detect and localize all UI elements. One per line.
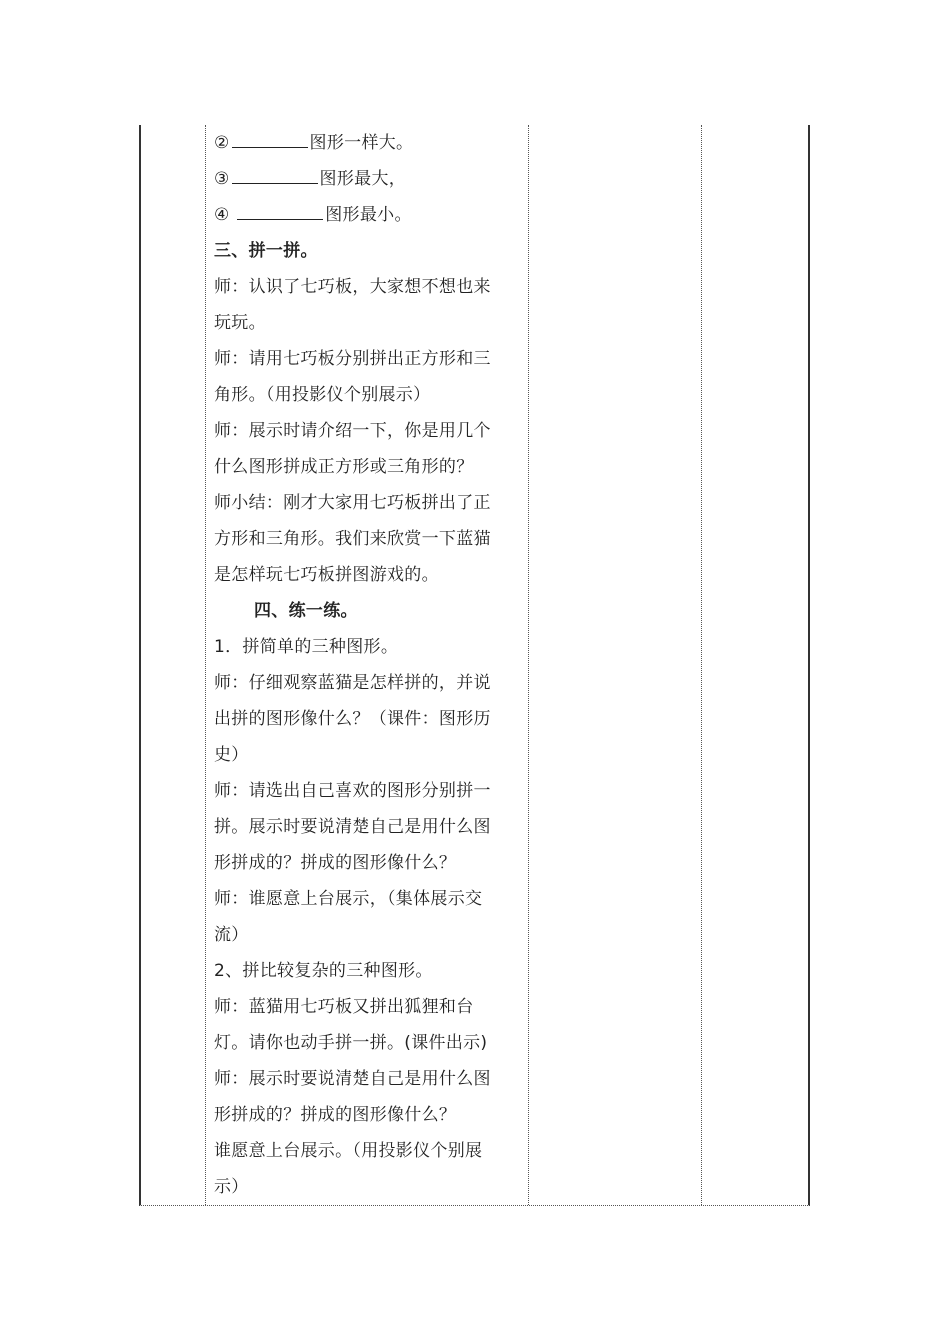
text-line: 灯。请你也动手拼一拼。(课件出示) xyxy=(214,1033,488,1053)
fill-in-suffix: 图形一样大。 xyxy=(309,133,414,153)
column-divider-2 xyxy=(528,125,529,1205)
text-line: 谁愿意上台展示。（用投影仪个别展 xyxy=(214,1141,483,1161)
text-line: 形拼成的？拼成的图形像什么？ xyxy=(214,1105,457,1125)
text-line: 师：请用七巧板分别拼出正方形和三 xyxy=(214,349,491,369)
text-line: 流） xyxy=(214,925,249,945)
text-line: 方形和三角形。我们来欣赏一下蓝猫 xyxy=(214,529,491,549)
text-line: 1．拼简单的三种图形。 xyxy=(214,637,399,657)
fill-in-line xyxy=(214,125,524,161)
fill-in-prefix: ② xyxy=(214,133,230,153)
fill-in-line xyxy=(214,197,524,233)
text-line: 师小结：刚才大家用七巧板拼出了正 xyxy=(214,493,491,513)
text-line: 师：蓝猫用七巧板又拼出狐狸和台 xyxy=(214,997,474,1017)
fill-in-suffix: 图形最大， xyxy=(319,169,407,189)
text-line: 史） xyxy=(214,745,249,765)
text-line: 角形。（用投影仪个别展示） xyxy=(214,385,431,405)
fill-in-line xyxy=(214,161,524,197)
text-line: 2、拼比较复杂的三种图形。 xyxy=(214,961,433,981)
column-divider-1 xyxy=(205,125,206,1205)
blank-underline xyxy=(232,165,318,184)
text-line: 什么图形拼成正方形或三角形的？ xyxy=(214,457,474,477)
fill-in-prefix: ③ xyxy=(214,169,230,189)
text-line: 师：谁愿意上台展示，（集体展示交 xyxy=(214,889,483,909)
text-line: 师：展示时要说清楚自己是用什么图 xyxy=(214,1069,491,1089)
text-line: 形拼成的？拼成的图形像什么？ xyxy=(214,853,457,873)
text-line: 示） xyxy=(214,1177,249,1197)
text-line: 玩玩。 xyxy=(214,313,266,333)
text-line: 是怎样玩七巧板拼图游戏的。 xyxy=(214,565,439,585)
blank-underline xyxy=(232,129,308,148)
lesson-content xyxy=(214,125,524,1205)
text-line: 师：请选出自己喜欢的图形分别拼一 xyxy=(214,781,491,801)
fill-in-suffix: 图形最小。 xyxy=(325,205,412,225)
text-line: 出拼的图形像什么？（课件：图形历 xyxy=(214,709,491,729)
text-line: 师：展示时请介绍一下，你是用几个 xyxy=(214,421,491,441)
text-line: 拼。展示时要说清楚自己是用什么图 xyxy=(214,817,491,837)
blank-underline xyxy=(237,201,323,220)
fill-in-prefix: ④ xyxy=(214,205,236,225)
section-heading: 三、拼一拼。 xyxy=(214,241,318,261)
text-line: 师：仔细观察蓝猫是怎样拼的，并说 xyxy=(214,673,491,693)
text-line: 师：认识了七巧板，大家想不想也来 xyxy=(214,277,491,297)
column-divider-3 xyxy=(701,125,702,1205)
section-heading: 四、练一练。 xyxy=(254,601,358,621)
